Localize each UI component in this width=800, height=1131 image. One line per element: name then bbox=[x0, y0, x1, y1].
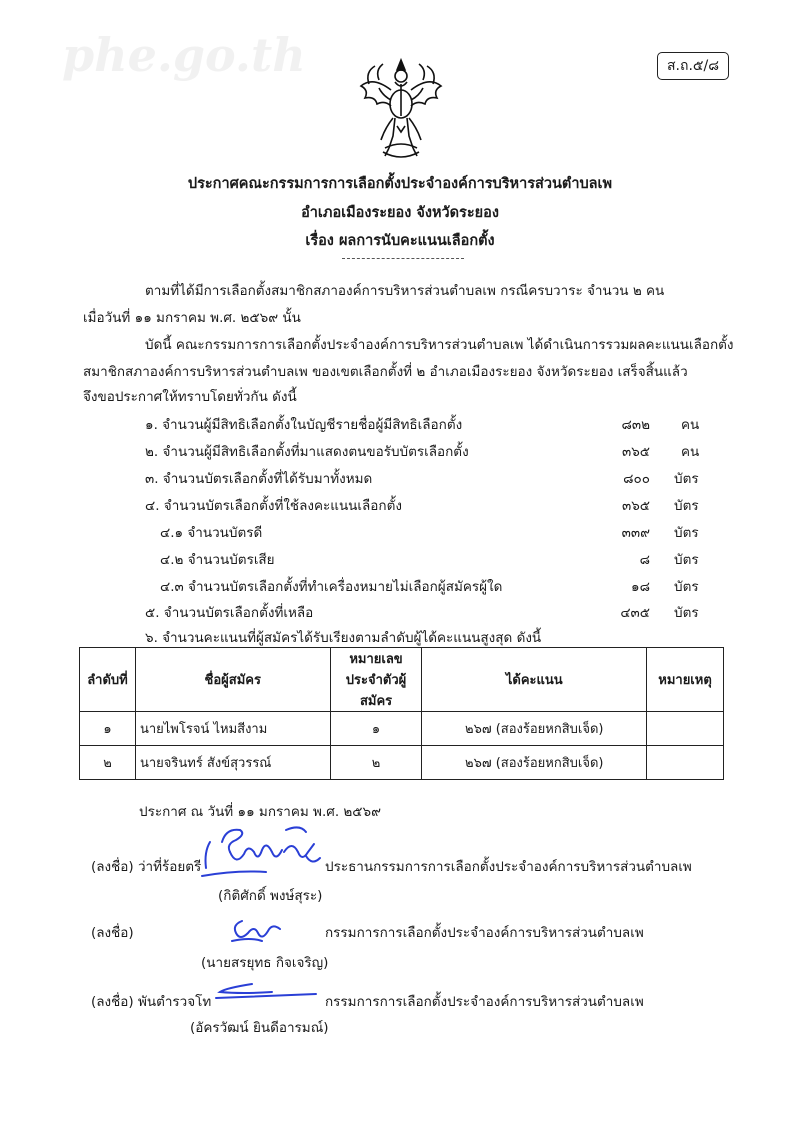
item-unit: บัตร bbox=[674, 579, 699, 595]
header-number-line2: ประจำตัวผู้สมัคร bbox=[345, 673, 407, 709]
table-row bbox=[80, 746, 724, 780]
item-label: ๔.๓ จำนวนบัตรเลือกตั้งที่ทำเครื่องหมายไม่เลือกผู้สมัครผู้ใด bbox=[160, 579, 503, 595]
item-unit: บัตร bbox=[674, 605, 699, 621]
cell-name: นายจรินทร์ สังข์สุวรรณ์ bbox=[135, 746, 330, 780]
header-number-line1: หมายเลข bbox=[349, 652, 403, 667]
item-label: ๖. จำนวนคะแนนที่ผู้สมัครได้รับเรียงตามลำดับผู้ได้คะแนนสูงสุด ดังนี้ bbox=[145, 630, 542, 646]
item-unit: บัตร bbox=[674, 471, 699, 487]
cell-score: ๒๖๗ (สองร้อยหกสิบเจ็ด) bbox=[422, 712, 647, 746]
item-label: ๔.๑ จำนวนบัตรดี bbox=[160, 525, 263, 541]
header-remark: หมายเหตุ bbox=[647, 648, 724, 712]
table-header-row bbox=[80, 648, 724, 712]
item-value: ๘๐๐ bbox=[623, 471, 650, 487]
cell-rank: ๑ bbox=[80, 712, 136, 746]
item-value: ๓๖๕ bbox=[621, 444, 650, 460]
table-row bbox=[80, 712, 724, 746]
item-value: ๘ bbox=[639, 552, 650, 568]
heading-line-1: ประกาศคณะกรรมการการเลือกตั้งประจำองค์การบริหารส่วนตำบลเพ bbox=[187, 176, 613, 192]
cell-score: ๒๖๗ (สองร้อยหกสิบเจ็ด) bbox=[422, 746, 647, 780]
item-unit: คน bbox=[681, 417, 700, 433]
intro-p2-line1: บัดนี้ คณะกรรมการการเลือกตั้งประจำองค์การบริหารส่วนตำบลเพ ได้ดำเนินการรวมผลคะแนนเลือกตั้ง bbox=[145, 337, 734, 353]
item-value: ๘๓๒ bbox=[621, 417, 650, 433]
header-score: ได้คะแนน bbox=[422, 648, 647, 712]
item-label: ๔. จำนวนบัตรเลือกตั้งที่ใช้ลงคะแนนเลือกตั้ง bbox=[145, 498, 402, 514]
handwritten-signature-1 bbox=[196, 822, 338, 882]
cell-name: นายไพโรจน์ ไหมสีงาม bbox=[135, 712, 330, 746]
header-name: ชื่อผู้สมัคร bbox=[135, 648, 330, 712]
signer-prefix: (ลงชื่อ) ว่าที่ร้อยตรี bbox=[91, 859, 202, 875]
signer-title: กรรมการการเลือกตั้งประจำองค์การบริหารส่วนตำบลเพ bbox=[325, 994, 644, 1010]
item-unit: บัตร bbox=[674, 498, 699, 514]
item-unit: คน bbox=[681, 444, 700, 460]
cell-number: ๒ bbox=[330, 746, 422, 780]
item-label: ๔.๒ จำนวนบัตรเสีย bbox=[160, 552, 275, 568]
intro-p2-line2: สมาชิกสภาองค์การบริหารส่วนตำบลเพ ของเขตเลือกตั้งที่ ๒ อำเภอเมืองระยอง จังหวัดระยอง เสร็จสิ้นแล้ว bbox=[83, 364, 688, 380]
cell-remark bbox=[647, 712, 724, 746]
item-label: ๒. จำนวนผู้มีสิทธิเลือกตั้งที่มาแสดงตนขอรับบัตรเลือกตั้ง bbox=[145, 444, 469, 460]
intro-p1-line2: เมื่อวันที่ ๑๑ มกราคม พ.ศ. ๒๕๖๙ นั้น bbox=[83, 310, 301, 326]
item-label: ๓. จำนวนบัตรเลือกตั้งที่ได้รับมาทั้งหมด bbox=[145, 471, 373, 487]
cell-remark bbox=[647, 746, 724, 780]
signer-name: (กิติศักดิ์ พงษ์สุระ) bbox=[218, 888, 323, 904]
item-value: ๔๓๕ bbox=[620, 605, 650, 621]
announce-date: ประกาศ ณ วันที่ ๑๑ มกราคม พ.ศ. ๒๕๖๙ bbox=[139, 804, 381, 820]
form-code-box: ส.ถ.๕/๘ bbox=[657, 52, 729, 80]
item-unit: บัตร bbox=[674, 525, 699, 541]
results-table bbox=[79, 647, 724, 780]
handwritten-signature-2 bbox=[228, 915, 290, 947]
item-unit: บัตร bbox=[674, 552, 699, 568]
header-number bbox=[330, 648, 422, 712]
heading-line-3: เรื่อง ผลการนับคะแนนเลือกตั้ง bbox=[305, 233, 495, 249]
signer-name: (อัครวัฒน์ ยินดีอารมณ์) bbox=[190, 1020, 329, 1036]
intro-p1-line1: ตามที่ได้มีการเลือกตั้งสมาชิกสภาองค์การบริหารส่วนตำบลเพ กรณีครบวาระ จำนวน ๒ คน bbox=[145, 283, 665, 299]
heading-line-2: อำเภอเมืองระยอง จังหวัดระยอง bbox=[301, 205, 499, 221]
garuda-emblem-icon bbox=[355, 56, 447, 164]
handwritten-signature-3 bbox=[212, 980, 320, 1004]
signer-prefix: (ลงชื่อ) พันตำรวจโท bbox=[91, 994, 212, 1010]
signer-prefix: (ลงชื่อ) bbox=[91, 925, 134, 941]
item-label: ๑. จำนวนผู้มีสิทธิเลือกตั้งในบัญชีรายชื่อผู้มีสิทธิเลือกตั้ง bbox=[145, 417, 463, 433]
cell-number: ๑ bbox=[330, 712, 422, 746]
signer-title: กรรมการการเลือกตั้งประจำองค์การบริหารส่วนตำบลเพ bbox=[325, 925, 644, 941]
item-label: ๕. จำนวนบัตรเลือกตั้งที่เหลือ bbox=[145, 605, 314, 621]
intro-p2-line3: จึงขอประกาศให้ทราบโดยทั่วกัน ดังนี้ bbox=[83, 389, 297, 405]
cell-rank: ๒ bbox=[80, 746, 136, 780]
watermark: phe.go.th bbox=[62, 28, 306, 82]
item-value: ๓๖๕ bbox=[621, 498, 650, 514]
item-value: ๑๘ bbox=[631, 579, 650, 595]
item-value: ๓๓๙ bbox=[621, 525, 650, 541]
heading-divider bbox=[342, 258, 464, 259]
header-rank: ลำดับที่ bbox=[80, 648, 136, 712]
signer-name: (นายสรยุทธ กิจเจริญ) bbox=[201, 955, 329, 971]
signer-title: ประธานกรรมการการเลือกตั้งประจำองค์การบริหารส่วนตำบลเพ bbox=[325, 859, 692, 875]
